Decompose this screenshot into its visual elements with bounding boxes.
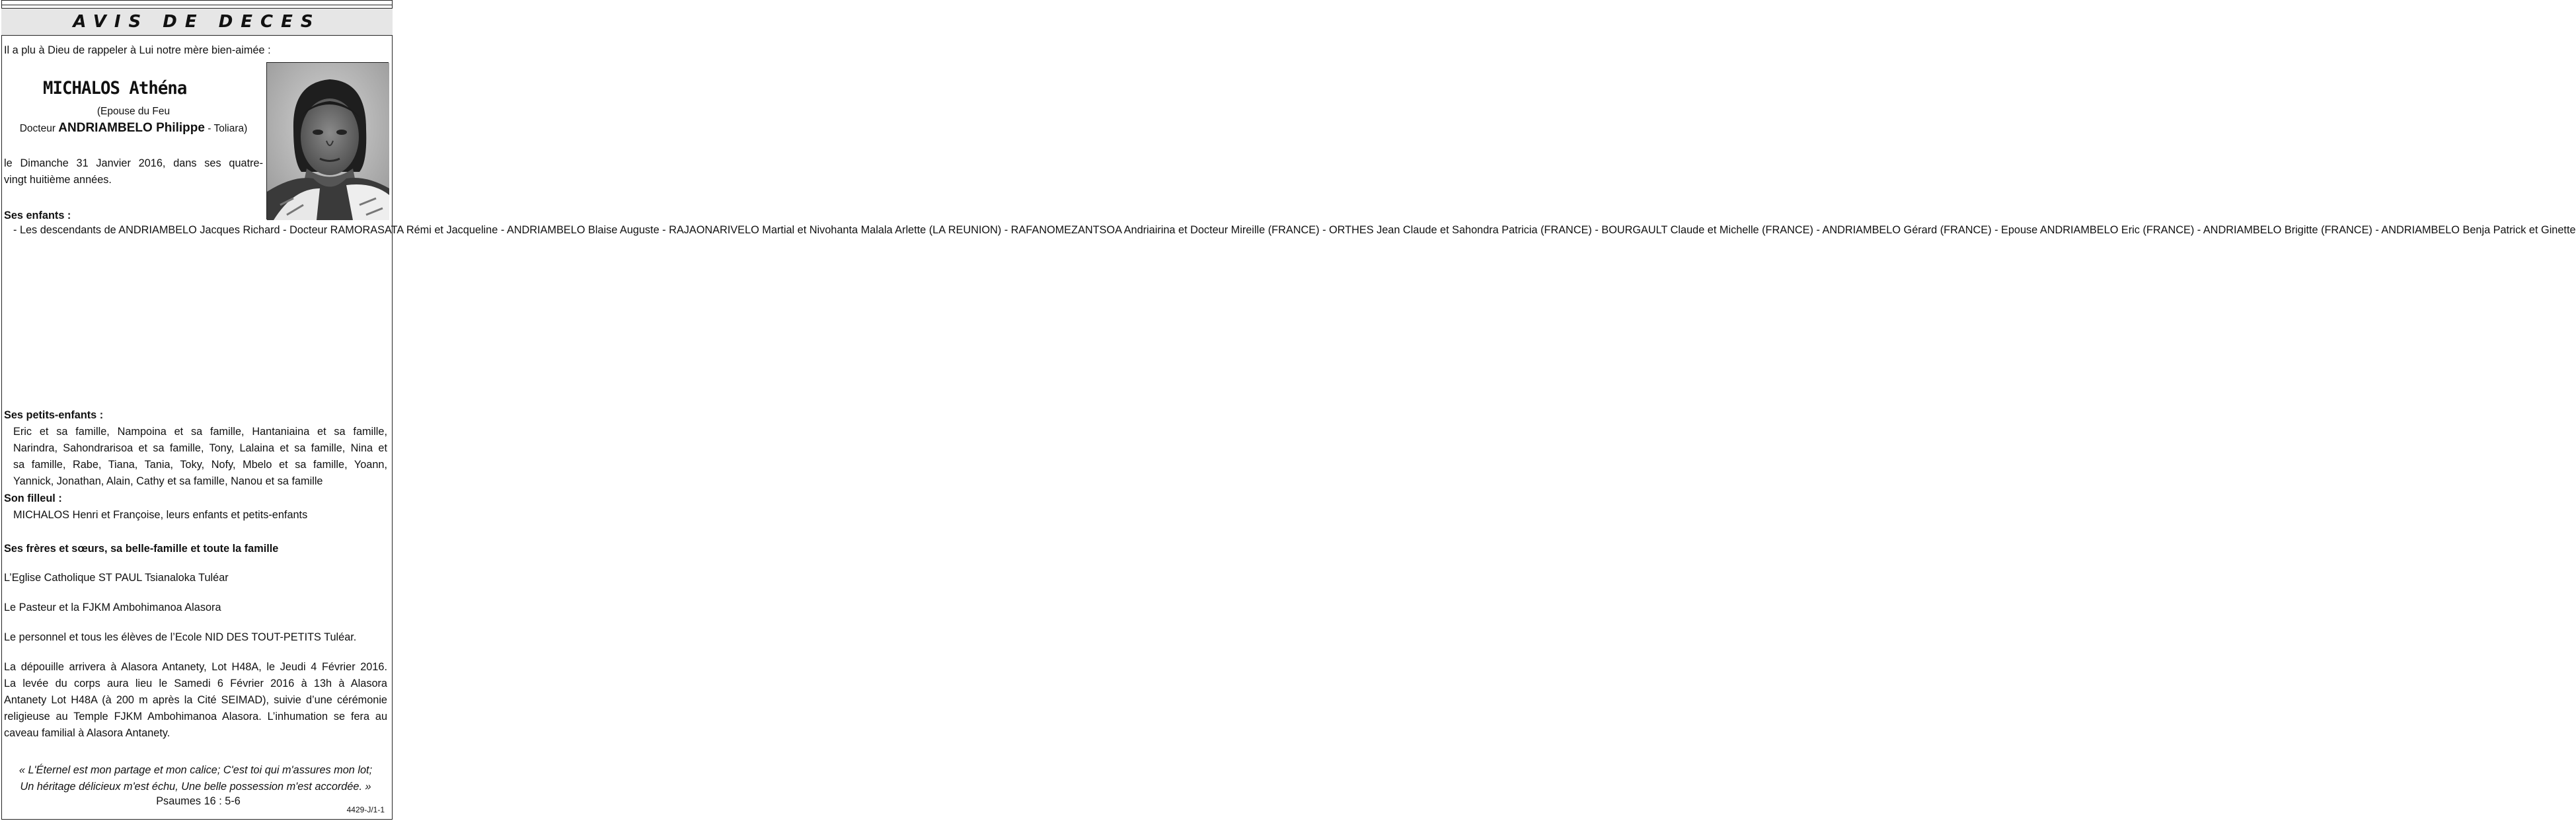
list-item: - ANDRIAMBELO Brigitte (FRANCE) <box>2197 224 2372 236</box>
quote-line: Un héritage délicieux m'est échu, Une belle possession m'est accordée. » <box>20 781 371 793</box>
petits-enfants-line: Narindra, Sahondrarisoa et sa famille, Tony, Lalaina et sa famille, Nina et <box>13 442 387 454</box>
petits-enfants-heading: Ses petits-enfants : <box>4 409 104 421</box>
deceased-name: MICHALOS Athéna <box>43 78 187 98</box>
list-item: - RAJAONARIVELO Martial et Nivohanta Malala Arlette (LA REUNION) <box>662 224 1002 236</box>
enfants-list <box>13 222 2576 239</box>
list-item: - ANDRIAMBELO Benja Patrick et Ginette <box>2375 224 2576 236</box>
ceremonie-line: La dépouille arrivera à Alasora Antanety, Lot H48A, le Jeudi 4 Février 2016. <box>4 661 387 673</box>
psalm-reference: Psaumes 16 : 5-6 <box>156 795 241 807</box>
list-item: - Epouse ANDRIAMBELO Eric (FRANCE) <box>1994 224 2195 236</box>
husband-name: ANDRIAMBELO Philippe <box>58 121 205 135</box>
epouse-line: (Epouse du Feu <box>96 106 170 117</box>
ceremonie-line: Antanety Lot H48A (à 200 m après la Cité SEIMAD), suivie d’une cérémonie <box>4 694 387 706</box>
ceremonie-line: La levée du corps aura lieu le Samedi 6 Février 2016 à 13h à Alasora <box>4 678 387 689</box>
petits-enfants-line: Yannick, Jonathan, Alain, Cathy et sa famille, Nanou et sa famille <box>13 475 323 487</box>
pasteur-text: Le Pasteur et la FJKM Ambohimanoa Alasora <box>4 602 221 613</box>
list-item: - BOURGAULT Claude et Michelle (FRANCE) <box>1595 224 1813 236</box>
husband-prefix: Docteur <box>19 123 59 134</box>
ecole-text: Le personnel et tous les élèves de l’Ecole NID DES TOUT-PETITS Tuléar. <box>4 631 357 643</box>
notice-header <box>1 8 393 36</box>
list-item: - RAFANOMEZANTSOA Andriairina et Docteur Mireille (FRANCE) <box>1004 224 1320 236</box>
ceremonie-line: religieuse au Temple FJKM Ambohimanoa Alasora. L’inhumation se fera au <box>4 711 387 723</box>
portrait-photo <box>266 62 389 219</box>
death-date-line: vingt huitième années. <box>4 174 112 186</box>
petits-enfants-line: Eric et sa famille, Nampoina et sa famille, Hantaniaina et sa famille, <box>13 426 387 438</box>
quote-line: « L'Éternel est mon partage et mon calice; C'est toi qui m'assures mon lot; <box>19 764 373 776</box>
portrait-icon <box>267 63 389 220</box>
filleul-text: MICHALOS Henri et Françoise, leurs enfants et petits-enfants <box>13 509 308 521</box>
husband-suffix: - Toliara) <box>204 123 248 134</box>
list-item: - ANDRIAMBELO Blaise Auguste <box>500 224 660 236</box>
death-date <box>4 155 263 188</box>
list-item: - ORTHES Jean Claude et Sahondra Patricia (FRANCE) <box>1322 224 1592 236</box>
list-item: - Docteur RAMORASATA Rémi et Jacqueline <box>283 224 498 236</box>
filleul-heading: Son filleul : <box>4 492 62 504</box>
death-date-line: le Dimanche 31 Janvier 2016, dans ses quatre- <box>4 157 263 169</box>
enfants-heading: Ses enfants : <box>4 210 71 221</box>
list-item: - Les descendants de ANDRIAMBELO Jacques Richard <box>13 224 280 236</box>
husband-line <box>4 121 263 136</box>
notice-code: 4429-J/1-1 <box>346 805 385 814</box>
eglise-text: L’Eglise Catholique ST PAUL Tsianaloka Tuléar <box>4 572 229 584</box>
list-item: - ANDRIAMBELO Gérard (FRANCE) <box>1816 224 1992 236</box>
intro-text: Il a plu à Dieu de rappeler à Lui notre mère bien-aimée : <box>4 44 271 56</box>
ceremonie-line: caveau familial à Alasora Antanety. <box>4 727 170 739</box>
freres-text: Ses frères et sœurs, sa belle-famille et toute la famille <box>4 543 279 555</box>
psalm-quote <box>4 762 387 795</box>
petits-enfants-text <box>13 424 387 490</box>
notice-title: AVIS DE DECES <box>73 12 321 32</box>
petits-enfants-line: sa famille, Rabe, Tiana, Tania, Toky, Nofy, Mbelo et sa famille, Yoann, <box>13 459 387 471</box>
ceremonie-text <box>4 659 387 742</box>
